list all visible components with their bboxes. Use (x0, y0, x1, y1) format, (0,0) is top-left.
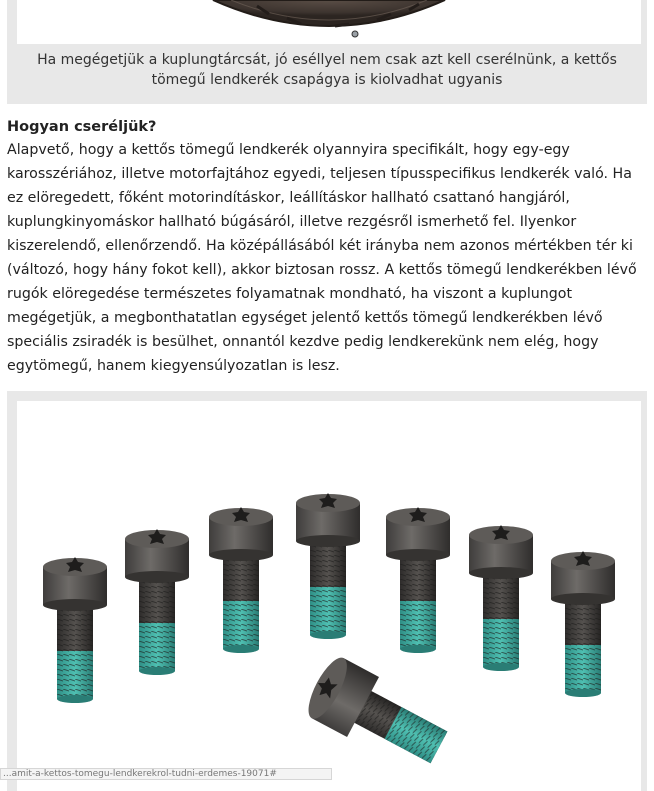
status-url-bar: ...amit-a-kettos-tomegu-lendkerekrol-tudni-erdemes-19071# (0, 768, 332, 780)
article-section (7, 116, 649, 378)
bottom-figure (7, 391, 647, 791)
top-figure (7, 0, 647, 104)
top-figure-caption: Ha megégetjük a kuplungtárcsát, jó eséllyel nem csak azt kell cserélnünk, a kettős tömegű lendkerék csapágya is kiolvadhat ugyanis (37, 52, 617, 88)
clutch-disc-image (17, 0, 641, 44)
section-heading: Hogyan cseréljük? (7, 119, 157, 135)
article-paragraph: Alapvető, hogy a kettős tömegű lendkerék olyannyira specifikált, hogy egy-egy karosszériához, illetve motorfajtához egyedi, teljesen típusspecifikus lendkerék való. Ha ez elöregedett, főként motorindításkor, leállításkor hallható csattanó hangjáról, kuplungkinyomáskor hallható búgásáról, illetve rezgésről ismerhető fel. Ilyenkor kiszerelendő, ellenőrzendő. Ha középállásából két irányba nem azonos mértékben tér ki (változó, hogy hány fokot kell), akkor biztosan rossz. A kettős tömegű lendkerékben lévő rugók elöregedése természetes folyamatnak mondható, ha viszont a kuplungot megégetjük, a megbonthatatlan egységet jelentő kettős tömegű lendkerékben lévő speciális zsiradék is besülhet, onnantól kezdve pedig lendkerekünk nem elég, hogy egytömegű, hanem kiegyensúlyozatlan is lesz. (7, 142, 637, 374)
flywheel-bolts-image (17, 401, 641, 791)
